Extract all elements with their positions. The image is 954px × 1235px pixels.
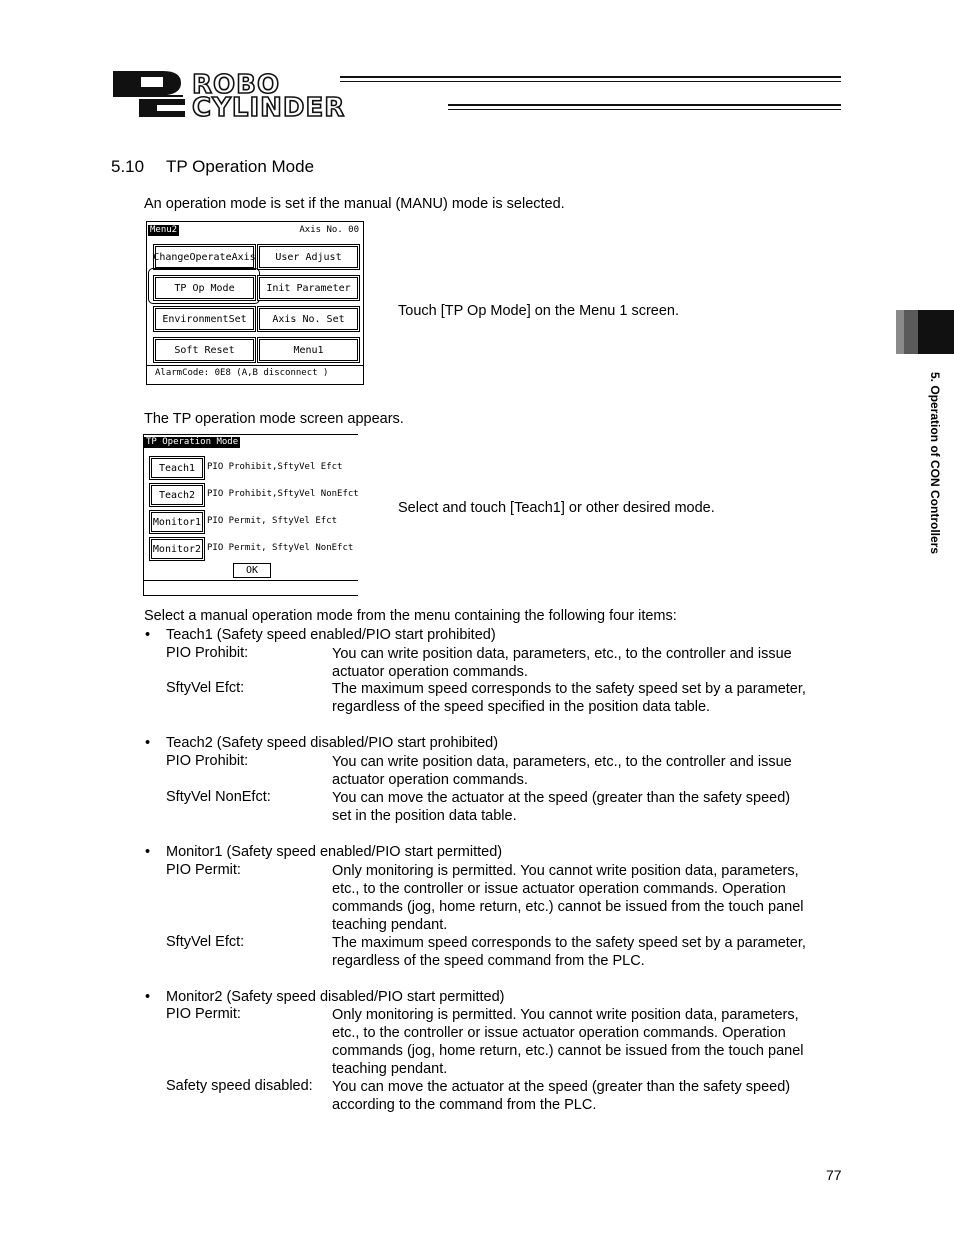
item-heading: Monitor1 (Safety speed enabled/PIO start permitted) — [166, 844, 503, 860]
section-heading — [111, 157, 314, 177]
definition-text: The maximum speed corresponds to the safety speed set by a parameter, regardless of the speed command from the PLC. — [332, 935, 806, 969]
definition-text: You can write position data, parameters, etc., to the controller and issue actuator operation commands. — [332, 754, 792, 788]
monitor1-label: PIO Permit, SftyVel Efct — [207, 516, 338, 526]
definition-term: Safety speed disabled: — [166, 1078, 313, 1094]
list-item: • — [145, 735, 151, 751]
axis-number-label: Axis No. 00 — [299, 225, 359, 235]
init-parameter-button[interactable]: Init Parameter — [257, 275, 360, 301]
item-heading: Monitor2 (Safety speed disabled/PIO start permitted) — [166, 989, 505, 1005]
definition-term: PIO Prohibit: — [166, 753, 249, 769]
menu-screen — [146, 221, 364, 385]
teach2-button[interactable]: Teach2 — [149, 483, 205, 507]
side-tab-shade — [896, 310, 904, 354]
definition-term: SftyVel Efct: — [166, 934, 245, 950]
intro-text: An operation mode is set if the manual (MANU) mode is selected. — [144, 196, 565, 212]
screen-divider — [144, 580, 358, 581]
side-tab-marker — [918, 310, 954, 354]
monitor2-label: PIO Permit, SftyVel NonEfct — [207, 543, 354, 553]
header-rule — [448, 104, 841, 106]
list-item: • — [145, 627, 151, 643]
section-number: 5.10 — [111, 157, 145, 176]
teach1-label: PIO Prohibit,SftyVel Efct — [207, 462, 343, 472]
page-number: 77 — [826, 1167, 842, 1183]
tp-screen-intro: The TP operation mode screen appears. — [144, 411, 404, 427]
header-rule — [448, 109, 841, 110]
rc-logo-icon — [111, 69, 187, 119]
user-adjust-button[interactable]: User Adjust — [257, 244, 360, 270]
tp-caption: Select and touch [Teach1] or other desired mode. — [398, 500, 715, 516]
definition-text: Only monitoring is permitted. You cannot write position data, parameters, etc., to the controller or issue actuator operation commands. Operation commands (jog, home return, etc.) cannot be issued from the touch panel teaching pendant. — [332, 863, 804, 933]
definition-text: You can move the actuator at the speed (greater than the safety speed) according to the command from the PLC. — [332, 1079, 791, 1113]
definition-term: PIO Prohibit: — [166, 645, 249, 661]
header-rule — [340, 81, 841, 82]
change-operate-axis-button[interactable]: ChangeOperateAxis — [153, 244, 256, 270]
tp-operation-screen — [143, 434, 358, 596]
teach2-label: PIO Prohibit,SftyVel NonEfct — [207, 489, 359, 499]
definition-term: SftyVel Efct: — [166, 680, 245, 696]
list-item: • — [145, 844, 151, 860]
axis-no-set-button[interactable]: Axis No. Set — [257, 306, 360, 332]
side-tab-shade — [904, 310, 918, 354]
section-title: TP Operation Mode — [166, 157, 315, 176]
menu-caption: Touch [TP Op Mode] on the Menu 1 screen. — [398, 303, 680, 319]
definition-text: Only monitoring is permitted. You cannot write position data, parameters, etc., to the controller or issue actuator operation commands. Operation commands (jog, home return, etc.) cannot be issued from the touch panel teaching pendant. — [332, 1007, 804, 1077]
monitor1-button[interactable]: Monitor1 — [149, 510, 205, 534]
ok-button[interactable]: OK — [233, 563, 271, 578]
definition-text: You can move the actuator at the speed (greater than the safety speed) set in the position data table. — [332, 790, 791, 824]
logo-line-1: ROBO — [192, 70, 281, 100]
alarm-code-label: AlarmCode: 0E8 (A,B disconnect ) — [155, 368, 329, 378]
item-heading: Teach2 (Safety speed disabled/PIO start prohibited) — [166, 735, 499, 751]
logo-line-2: CYLINDER — [192, 93, 346, 123]
tp-screen-title: TP Operation Mode — [146, 437, 239, 447]
definition-text: You can write position data, parameters, etc., to the controller and issue actuator operation commands. — [332, 646, 792, 680]
soft-reset-button[interactable]: Soft Reset — [153, 337, 256, 363]
side-tab-label: 5. Operation of CON Controllers — [928, 372, 942, 555]
screen-divider — [147, 365, 363, 366]
menu1-button[interactable]: Menu1 — [257, 337, 360, 363]
environment-set-button[interactable]: EnvironmentSet — [153, 306, 256, 332]
list-item: • — [145, 989, 151, 1005]
tp-op-mode-button[interactable]: TP Op Mode — [153, 275, 256, 301]
menu-screen-title: Menu2 — [150, 225, 178, 235]
teach1-button[interactable]: Teach1 — [149, 456, 205, 480]
monitor2-button[interactable]: Monitor2 — [149, 537, 205, 561]
definition-term: SftyVel NonEfct: — [166, 789, 271, 805]
definition-term: PIO Permit: — [166, 862, 241, 878]
screen-divider — [144, 595, 358, 596]
header-rule — [340, 76, 841, 78]
definition-term: PIO Permit: — [166, 1006, 241, 1022]
item-heading: Teach1 (Safety speed enabled/PIO start prohibited) — [166, 627, 496, 643]
list-intro: Select a manual operation mode from the menu containing the following four items: — [144, 608, 677, 624]
definition-text: The maximum speed corresponds to the safety speed set by a parameter, regardless of the speed specified in the position data table. — [332, 681, 806, 715]
